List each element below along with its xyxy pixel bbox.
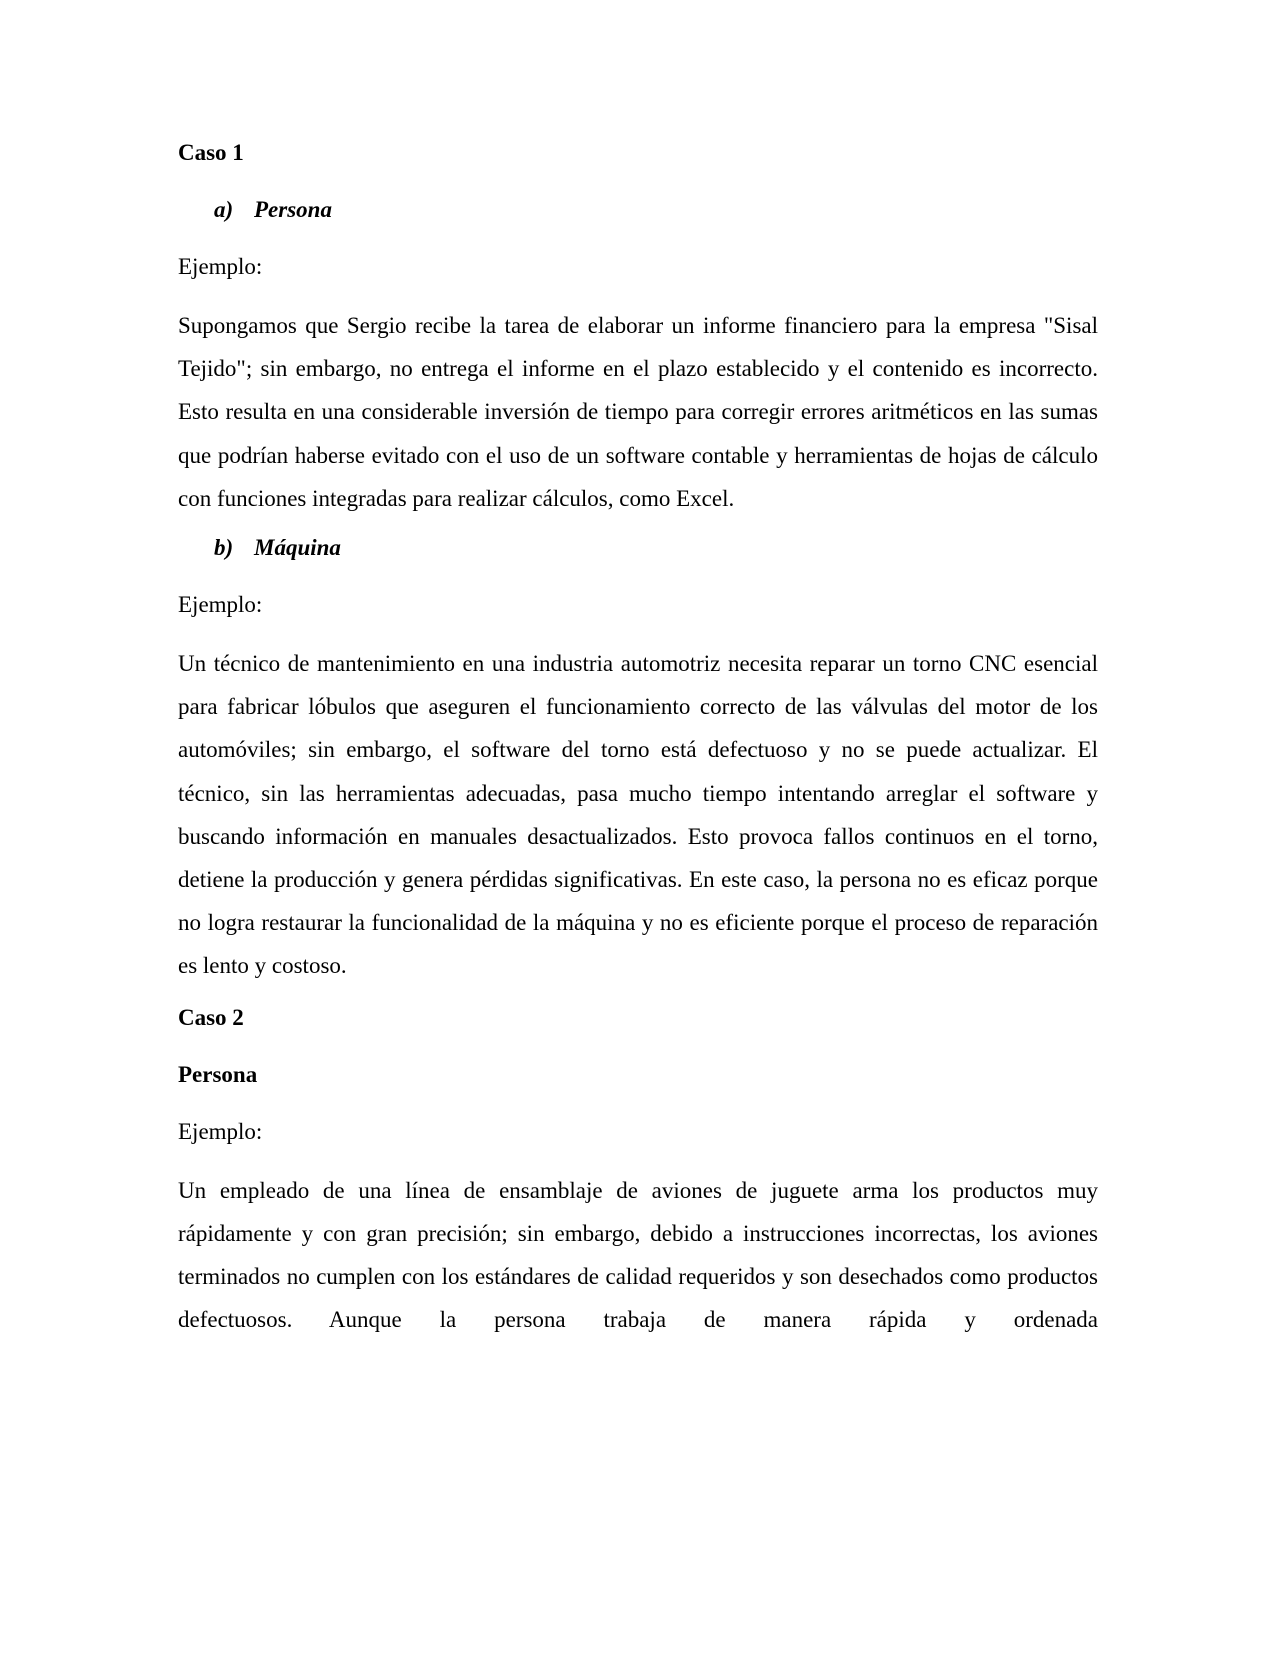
caso-2-label: Ejemplo: — [178, 1118, 263, 1144]
section-b-paragraph: Un técnico de mantenimiento en una industria automotriz necesita reparar un torno CNC esencial para fabricar lóbulos que aseguren el funcionamiento correcto de las válvulas del motor de los automóviles; sin embargo, el software del torno está defectuoso y no se puede actualizar. El técnico, sin las herramientas adecuadas, pasa mucho tiempo intentando arreglar el software y buscando información en manuales desactualizados. Esto provoca fallos continuos en el torno, detiene la producción y genera pérdidas significativas. En este caso, la persona no es eficaz porque no logra restaurar la funcionalidad de la máquina y no es eficiente porque el proceso de reparación es lento y costoso. — [178, 651, 1098, 979]
caso-2-subheading: Persona — [178, 1061, 258, 1087]
section-b-title — [178, 533, 1098, 563]
section-a-title-text: Persona — [254, 197, 332, 222]
caso-1-heading: Caso 1 — [178, 140, 244, 165]
caso-2-heading: Caso 2 — [178, 1004, 244, 1030]
section-a-marker: a) — [214, 197, 234, 222]
section-a-paragraph: Supongamos que Sergio recibe la tarea de elaborar un informe financiero para la empresa "Sisal Tejido"; sin embargo, no entrega el informe en el plazo establecido y el contenido es incorrecto. Esto resulta en una considerable inversión de tiempo para corregir errores aritméticos en las sumas que podrían haberse evitado con el uso de un software contable y herramientas de hojas de cálculo con funciones integradas para realizar cálculos, como Excel. — [178, 313, 1098, 511]
section-b-title-text: Máquina — [254, 535, 341, 561]
caso-2-paragraph: Un empleado de una línea de ensamblaje de aviones de juguete arma los productos muy rápidamente y con gran precisión; sin embargo, debido a instrucciones incorrectas, los aviones terminados no cumplen con los estándares de calidad requeridos y son desechados como productos defectuosos. Aunque la persona trabaja de manera rápida y ordenada — [178, 1177, 1098, 1333]
section-b-marker: b) — [214, 535, 234, 561]
section-b-label: Ejemplo: — [178, 592, 263, 618]
section-a-title — [178, 195, 1098, 225]
document-page — [178, 138, 1098, 1341]
section-a-label: Ejemplo: — [178, 254, 263, 279]
